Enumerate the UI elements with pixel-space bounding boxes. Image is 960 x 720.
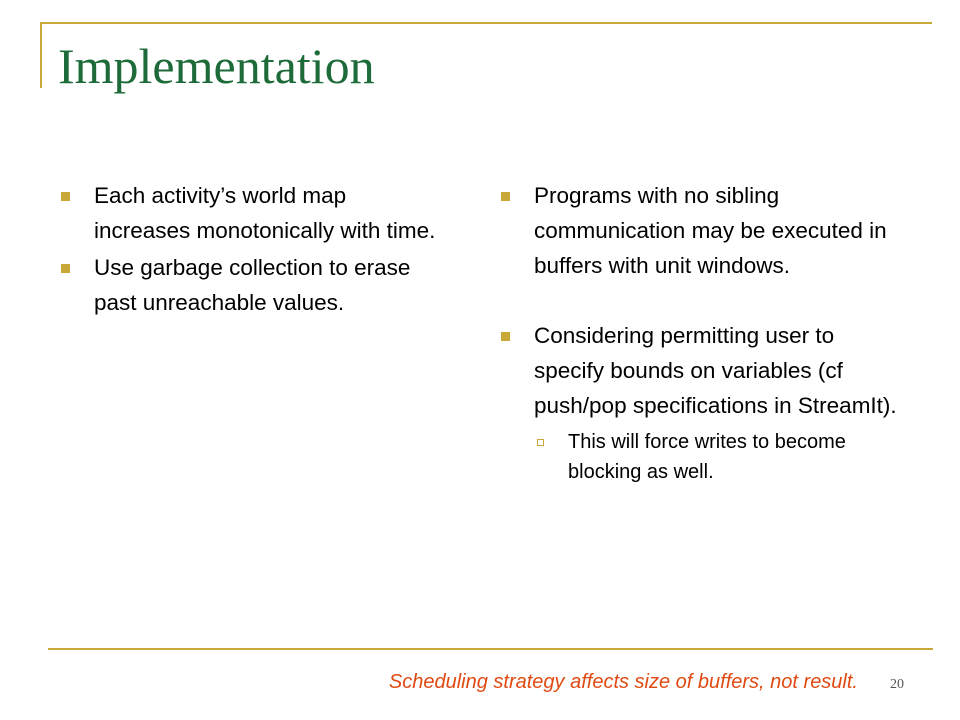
square-bullet-icon xyxy=(501,332,510,341)
page-number: 20 xyxy=(890,677,904,692)
bullet-item xyxy=(58,250,438,320)
right-column xyxy=(498,178,908,487)
sub-bullet-item xyxy=(534,427,908,487)
left-column xyxy=(58,178,438,320)
footer-divider xyxy=(48,648,933,650)
bullet-item xyxy=(498,178,908,283)
sub-bullet-list xyxy=(534,427,908,487)
frame-left-line xyxy=(40,22,42,88)
bullet-text: Programs with no sibling communication may be executed in buffers with unit windows. xyxy=(534,183,887,278)
square-bullet-icon xyxy=(61,264,70,273)
bullet-text: Each activity’s world map increases monotonically with time. xyxy=(94,183,436,243)
square-bullet-icon xyxy=(61,192,70,201)
slide-title: Implementation xyxy=(58,38,375,94)
left-bullet-list xyxy=(58,178,438,320)
bullet-text: Considering permitting user to specify bounds on variables (cf push/pop specifications in StreamIt). xyxy=(534,323,897,418)
right-bullet-list xyxy=(498,178,908,487)
bullet-text: Use garbage collection to erase past unreachable values. xyxy=(94,255,411,315)
sub-bullet-text: This will force writes to become blocking as well. xyxy=(568,431,846,483)
frame-top-line xyxy=(40,22,932,24)
square-bullet-icon xyxy=(501,192,510,201)
bullet-item xyxy=(58,178,438,248)
hollow-square-bullet-icon xyxy=(537,439,544,446)
footnote-text: Scheduling strategy affects size of buffers, not result. xyxy=(388,671,858,693)
bullet-item xyxy=(498,318,908,487)
